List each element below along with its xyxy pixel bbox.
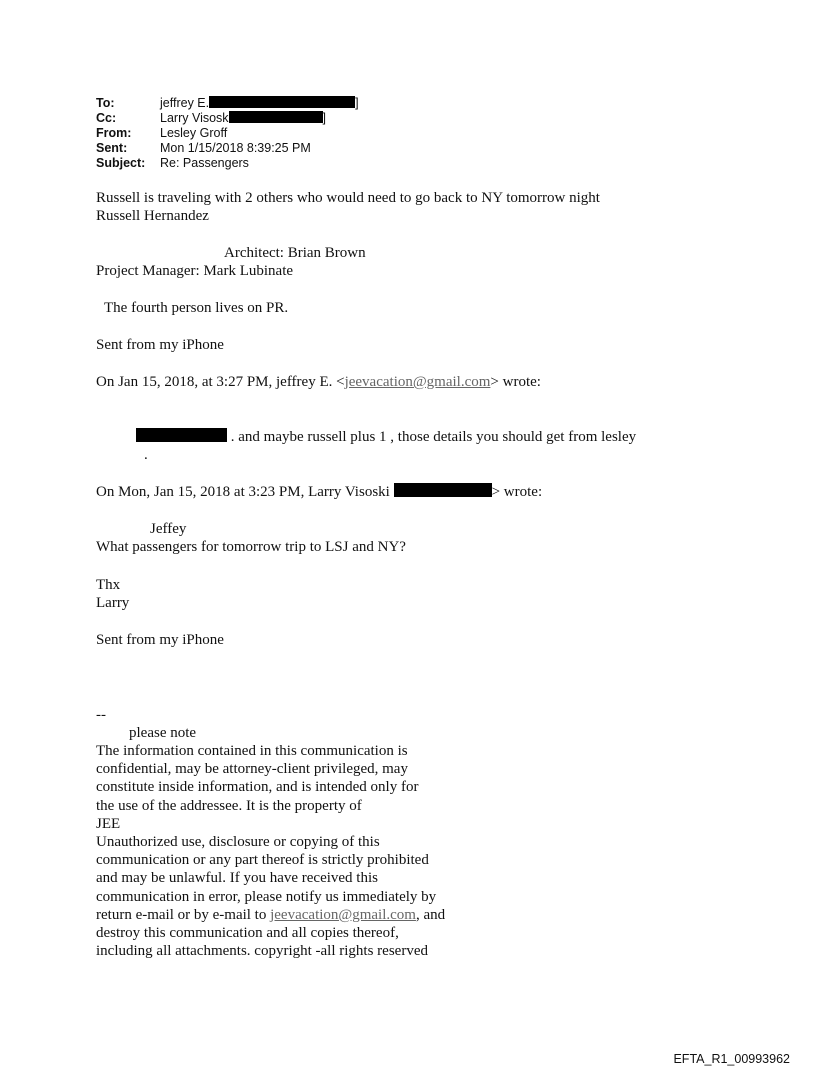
to-label: To:: [96, 96, 115, 110]
disclaimer-return-prefix: return e-mail or by e-mail to: [96, 906, 271, 923]
disclaimer-line: The information contained in this communication is: [96, 743, 408, 759]
disclaimer-line: and may be unlawful. If you have received this: [96, 870, 378, 887]
disclaimer-line: JEE: [96, 815, 121, 832]
disclaimer-note: please note: [129, 725, 197, 741]
thx-line: Thx: [96, 577, 121, 593]
disclaimer-block: [96, 742, 445, 960]
signature-iphone-2: Sent from my iPhone: [96, 632, 224, 648]
sent-value: Mon 1/15/2018 8:39:25 PM: [160, 141, 311, 155]
cc-name: Larry Visosk: [160, 111, 229, 125]
greeting: Jeffey: [150, 521, 187, 537]
quote-suffix: > wrote:: [491, 484, 543, 500]
quote-prefix: On Jan 15, 2018, at 3:27 PM, jeffrey E. <: [96, 374, 345, 390]
disclaimer-dashes: --: [96, 707, 106, 723]
disclaimer-line: communication in error, please notify us immediately by: [96, 888, 437, 905]
disclaimer-line: including all attachments. copyright -all rights reserved: [96, 943, 428, 960]
disclaimer-line: communication or any part thereof is strictly prohibited: [96, 852, 429, 869]
email-link[interactable]: jeevacation@gmail.com: [344, 374, 491, 390]
to-value: [160, 96, 359, 111]
disclaimer-return-suffix: , and: [415, 906, 446, 923]
cc-value: [160, 111, 326, 126]
body-line-project-manager: Project Manager: Mark Lubinate: [96, 263, 294, 279]
cc-label: Cc:: [96, 111, 117, 125]
subject-label: Subject:: [96, 156, 146, 170]
larry-line: Larry: [96, 595, 130, 611]
quote-suffix: > wrote:: [490, 374, 541, 390]
sent-label: Sent:: [96, 141, 128, 155]
to-close-bracket: ]: [355, 96, 359, 110]
quote-header-larry: [96, 483, 542, 501]
cc-close-bracket: ]: [322, 111, 327, 125]
quote-header-jeffrey: [96, 373, 541, 391]
quote-dot: .: [144, 447, 148, 463]
disclaimer-line: constitute inside information, and is intended only for: [96, 779, 419, 796]
email-link[interactable]: jeevacation@gmail.com: [270, 906, 416, 923]
signature-iphone: Sent from my iPhone: [96, 337, 224, 353]
disclaimer-line: the use of the addressee. It is the property of: [96, 797, 362, 814]
redaction-bar: [209, 96, 355, 108]
question-line: What passengers for tomorrow trip to LSJ and NY?: [96, 539, 406, 555]
body-line-russell-hernandez: Russell Hernandez: [96, 208, 209, 224]
redaction-bar: [136, 428, 227, 442]
body-line-architect: Architect: Brian Brown: [224, 245, 366, 261]
body-line-russell-traveling: Russell is traveling with 2 others who would need to go back to NY tomorrow night: [96, 190, 600, 206]
redaction-bar: [394, 483, 492, 497]
disclaimer-line-email: [96, 906, 445, 924]
quote-text-jeffrey: [136, 428, 636, 446]
disclaimer-line: destroy this communication and all copies thereof,: [96, 925, 399, 942]
to-name: jeffrey E.: [160, 96, 210, 110]
from-label: From:: [96, 126, 132, 140]
from-value: Lesley Groff: [160, 126, 228, 140]
body-line-fourth-person: The fourth person lives on PR.: [104, 300, 289, 316]
quote-prefix: On Mon, Jan 15, 2018 at 3:23 PM, Larry Visoski: [96, 484, 390, 500]
disclaimer-line: Unauthorized use, disclosure or copying of this: [96, 834, 380, 851]
quote-text: . and maybe russell plus 1 , those details you should get from lesley: [230, 429, 637, 445]
disclaimer-line: confidential, may be attorney-client privileged, may: [96, 761, 408, 778]
subject-value: Re: Passengers: [160, 156, 249, 170]
redaction-bar: [229, 111, 323, 123]
document-id: EFTA_R1_00993962: [673, 1052, 790, 1066]
